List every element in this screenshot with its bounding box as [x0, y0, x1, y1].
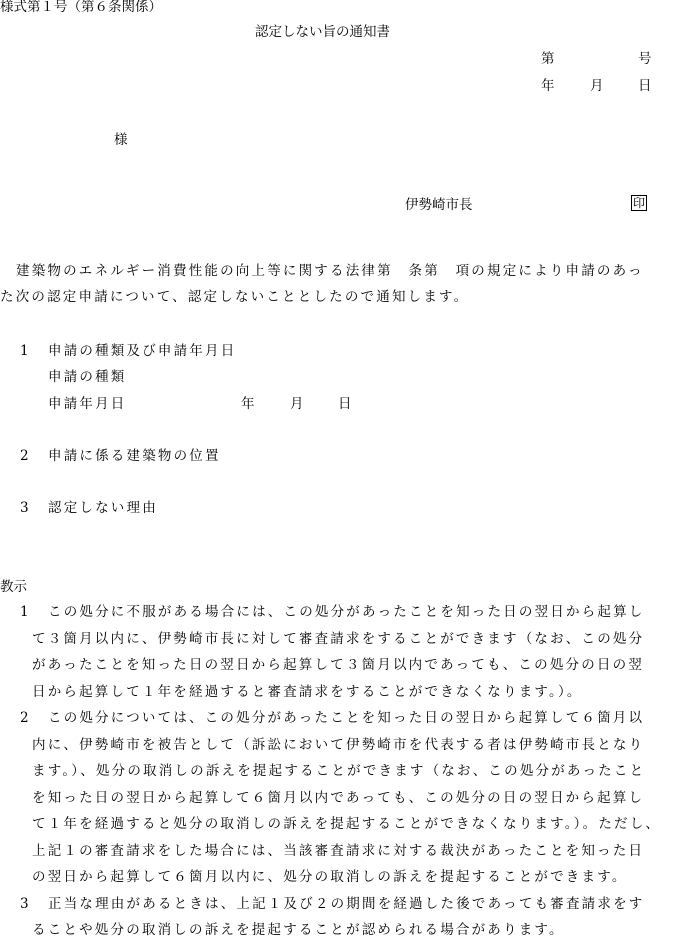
item-1b-day: 日 [338, 396, 352, 412]
item-1-number: 1 [20, 343, 29, 359]
number-dai-label: 第 [541, 51, 555, 67]
seal-mark: 印 [632, 196, 645, 210]
instruction-1-line: て３箇月以内に、伊勢崎市長に対して審査請求をすることができます（なお、この処分 [32, 631, 645, 647]
body-line-2: た次の認定申請について、認定しないこととしたので通知します。 [0, 289, 470, 305]
item-1-label: 申請の種類及び申請年月日 [48, 343, 237, 359]
item-2-label: 申請に係る建築物の位置 [48, 448, 221, 464]
item-2-number: 2 [20, 448, 29, 464]
instruction-2-line: ます。）、処分の取消しの訴えを提起することができます（なお、この処分があったこと [32, 763, 646, 779]
addressee-suffix: 様 [114, 132, 128, 148]
instruction-3-line: 正当な理由があるときは、上記１及び２の期間を経過した後であっても審査請求をす [48, 896, 645, 912]
instruction-3-number: 3 [20, 896, 29, 912]
instruction-1-line: があったことを知った日の翌日から起算して３箇月以内であっても、この処分の日の翌 [32, 657, 645, 673]
instruction-1-line: この処分に不服がある場合には、この処分があったことを知った日の翌日から起算し [48, 604, 645, 620]
item-1b-label: 申請年月日 [48, 396, 127, 412]
instruction-2-line: この処分については、この処分があったことを知った日の翌日から起算して６箇月以 [48, 710, 645, 726]
form-label: 様式第１号（第６条関係） [0, 0, 162, 15]
item-3-label: 認定しない理由 [48, 500, 158, 516]
instruction-2-line: を知った日の翌日から起算して６箇月以内であっても、この処分の日の翌日から起算し [32, 790, 645, 806]
date-year-label: 年 [541, 78, 555, 94]
date-day-label: 日 [638, 78, 652, 94]
instruction-1-line: 日から起算して１年を経過すると審査請求をすることができなくなります。）。 [32, 684, 583, 700]
instruction-2-line: の翌日から起算して６箇月以内に、処分の取消しの訴えを提起することができます。 [32, 869, 628, 885]
instruction-heading: 教示 [0, 579, 27, 595]
item-1b-month: 月 [290, 396, 304, 412]
item-1b-year: 年 [241, 396, 255, 412]
document-title: 認定しない旨の通知書 [255, 24, 390, 40]
instruction-2-number: 2 [20, 710, 29, 726]
item-3-number: 3 [20, 500, 29, 516]
date-month-label: 月 [590, 78, 604, 94]
body-line-1: 建築物のエネルギー消費性能の向上等に関する法律第 条第 項の規定により申請のあっ [16, 263, 644, 279]
instruction-2-line: て１年を経過すると処分の取消しの訴えを提起することができなくなります。）。ただし、 [32, 816, 662, 832]
issuer-name: 伊勢崎市長 [405, 197, 473, 213]
instruction-2-line: 内に、伊勢崎市を被告として（訴訟において伊勢崎市を代表する者は伊勢崎市長となり [32, 737, 645, 753]
number-go-label: 号 [638, 51, 652, 67]
instruction-1-number: 1 [20, 604, 29, 620]
instruction-2-line: 上記１の審査請求をした場合には、当該審査請求に対する裁決があったことを知った日 [32, 843, 645, 859]
instruction-3-line: ることや処分の取消しの訴えを提起することが認められる場合があります。 [32, 922, 565, 938]
item-1a-label: 申請の種類 [48, 369, 127, 385]
